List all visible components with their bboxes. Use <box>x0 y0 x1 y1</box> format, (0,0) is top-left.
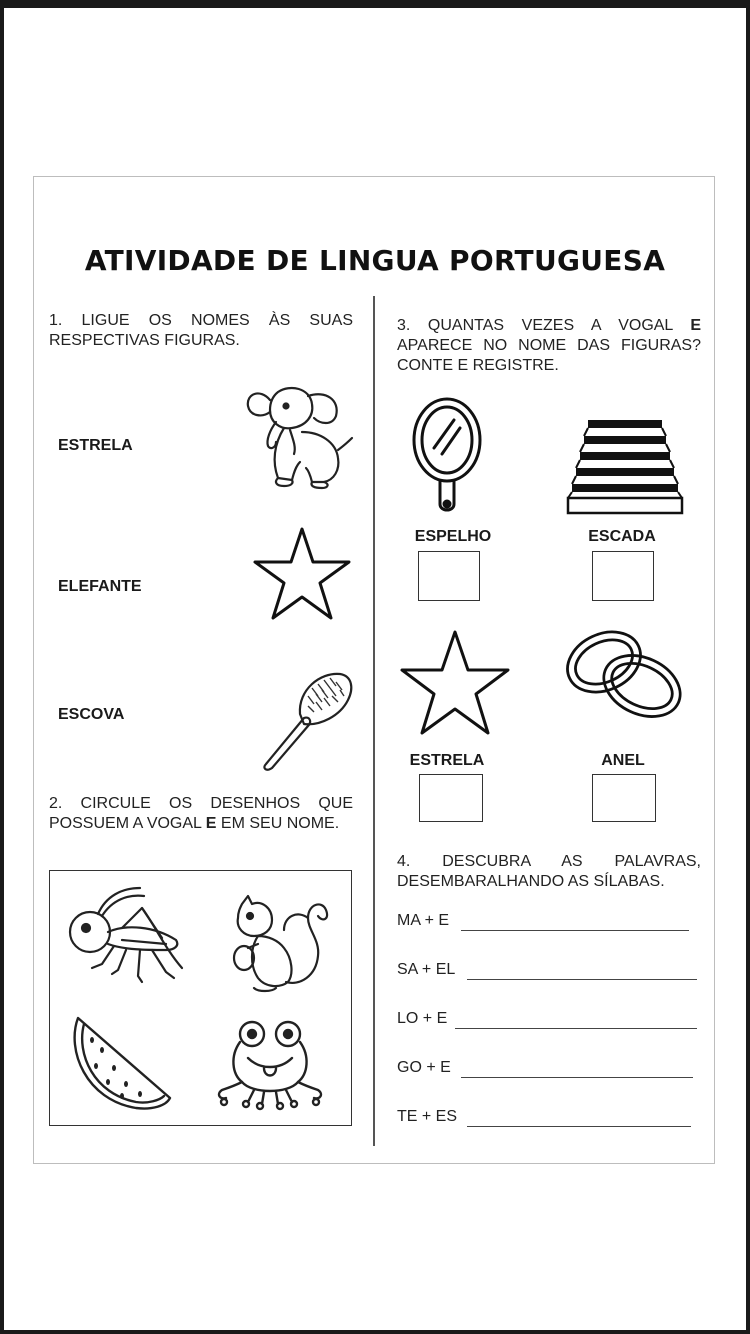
q2-prompt-end: EM SEU NOME. <box>216 815 340 832</box>
q3-label-espelho: ESPELHO <box>414 528 492 545</box>
star-icon <box>398 628 512 738</box>
star-icon <box>251 526 353 622</box>
page-title: ATIVIDADE DE LINGUA PORTUGUESA <box>84 244 666 277</box>
q3-label-anel: ANEL <box>601 752 645 769</box>
q4-syllables-5: TE + ES <box>397 1108 458 1125</box>
watermelon-icon <box>66 1010 176 1114</box>
q4-answer-line-2[interactable] <box>467 979 697 980</box>
frame-bottom <box>0 1330 750 1334</box>
q4-syllables-2: SA + EL <box>397 961 456 978</box>
q2-prompt <box>49 794 353 834</box>
frame-top <box>0 0 750 8</box>
q3-label-estrela: ESTRELA <box>409 752 485 769</box>
q3-label-escada: ESCADA <box>588 528 656 545</box>
q3-answer-box-espelho[interactable] <box>418 551 480 601</box>
squirrel-icon <box>228 886 332 994</box>
q1-word-elefante: ELEFANTE <box>58 578 142 595</box>
q1-word-estrela: ESTRELA <box>58 437 133 454</box>
q4-row-1 <box>397 912 697 934</box>
q3-answer-box-escada[interactable] <box>592 551 654 601</box>
q4-answer-line-4[interactable] <box>461 1077 693 1078</box>
q4-syllables-1: MA + E <box>397 912 450 929</box>
frog-icon <box>212 1016 328 1112</box>
q4-syllables-4: GO + E <box>397 1059 451 1076</box>
q4-answer-line-3[interactable] <box>455 1028 697 1029</box>
q3-prompt-vowel: E <box>690 317 701 334</box>
brush-icon <box>260 668 355 772</box>
q4-row-2 <box>397 961 697 983</box>
q2-prompt-vowel: E <box>205 815 217 832</box>
q3-prompt-end: APARECE NO NOME DAS FIGURAS? CONTE E REGISTRE. <box>397 337 701 374</box>
q4-row-3 <box>397 1010 697 1032</box>
q3-prompt-start: 3. QUANTAS VEZES A VOGAL <box>397 317 691 334</box>
q3-answer-box-anel[interactable] <box>592 774 656 822</box>
elephant-icon <box>240 382 355 492</box>
q4-answer-line-1[interactable] <box>461 930 689 931</box>
q1-prompt: 1. LIGUE OS NOMES ÀS SUAS RESPECTIVAS FIGURAS. <box>49 312 353 349</box>
frame-right <box>746 0 750 1334</box>
q1-word-escova: ESCOVA <box>58 706 125 723</box>
frame-left <box>0 0 4 1334</box>
q4-answer-line-5[interactable] <box>467 1126 691 1127</box>
q4-syllables-3: LO + E <box>397 1010 448 1027</box>
q4-prompt: 4. DESCUBRA AS PALAVRAS, DESEMBARALHANDO AS SÍLABAS. <box>397 853 701 890</box>
q3-answer-box-estrela[interactable] <box>419 774 483 822</box>
q4-row-5 <box>397 1108 697 1130</box>
q2-prompt-start: 2. CIRCULE OS DESENHOS QUE POSSUEM A VOGAL <box>49 795 353 832</box>
mirror-icon <box>410 396 484 516</box>
rings-icon <box>562 626 686 724</box>
q3-prompt <box>397 316 701 376</box>
column-divider <box>373 296 375 1146</box>
stairs-icon <box>566 418 684 516</box>
q4-row-4 <box>397 1059 697 1081</box>
grasshopper-icon <box>62 884 190 990</box>
